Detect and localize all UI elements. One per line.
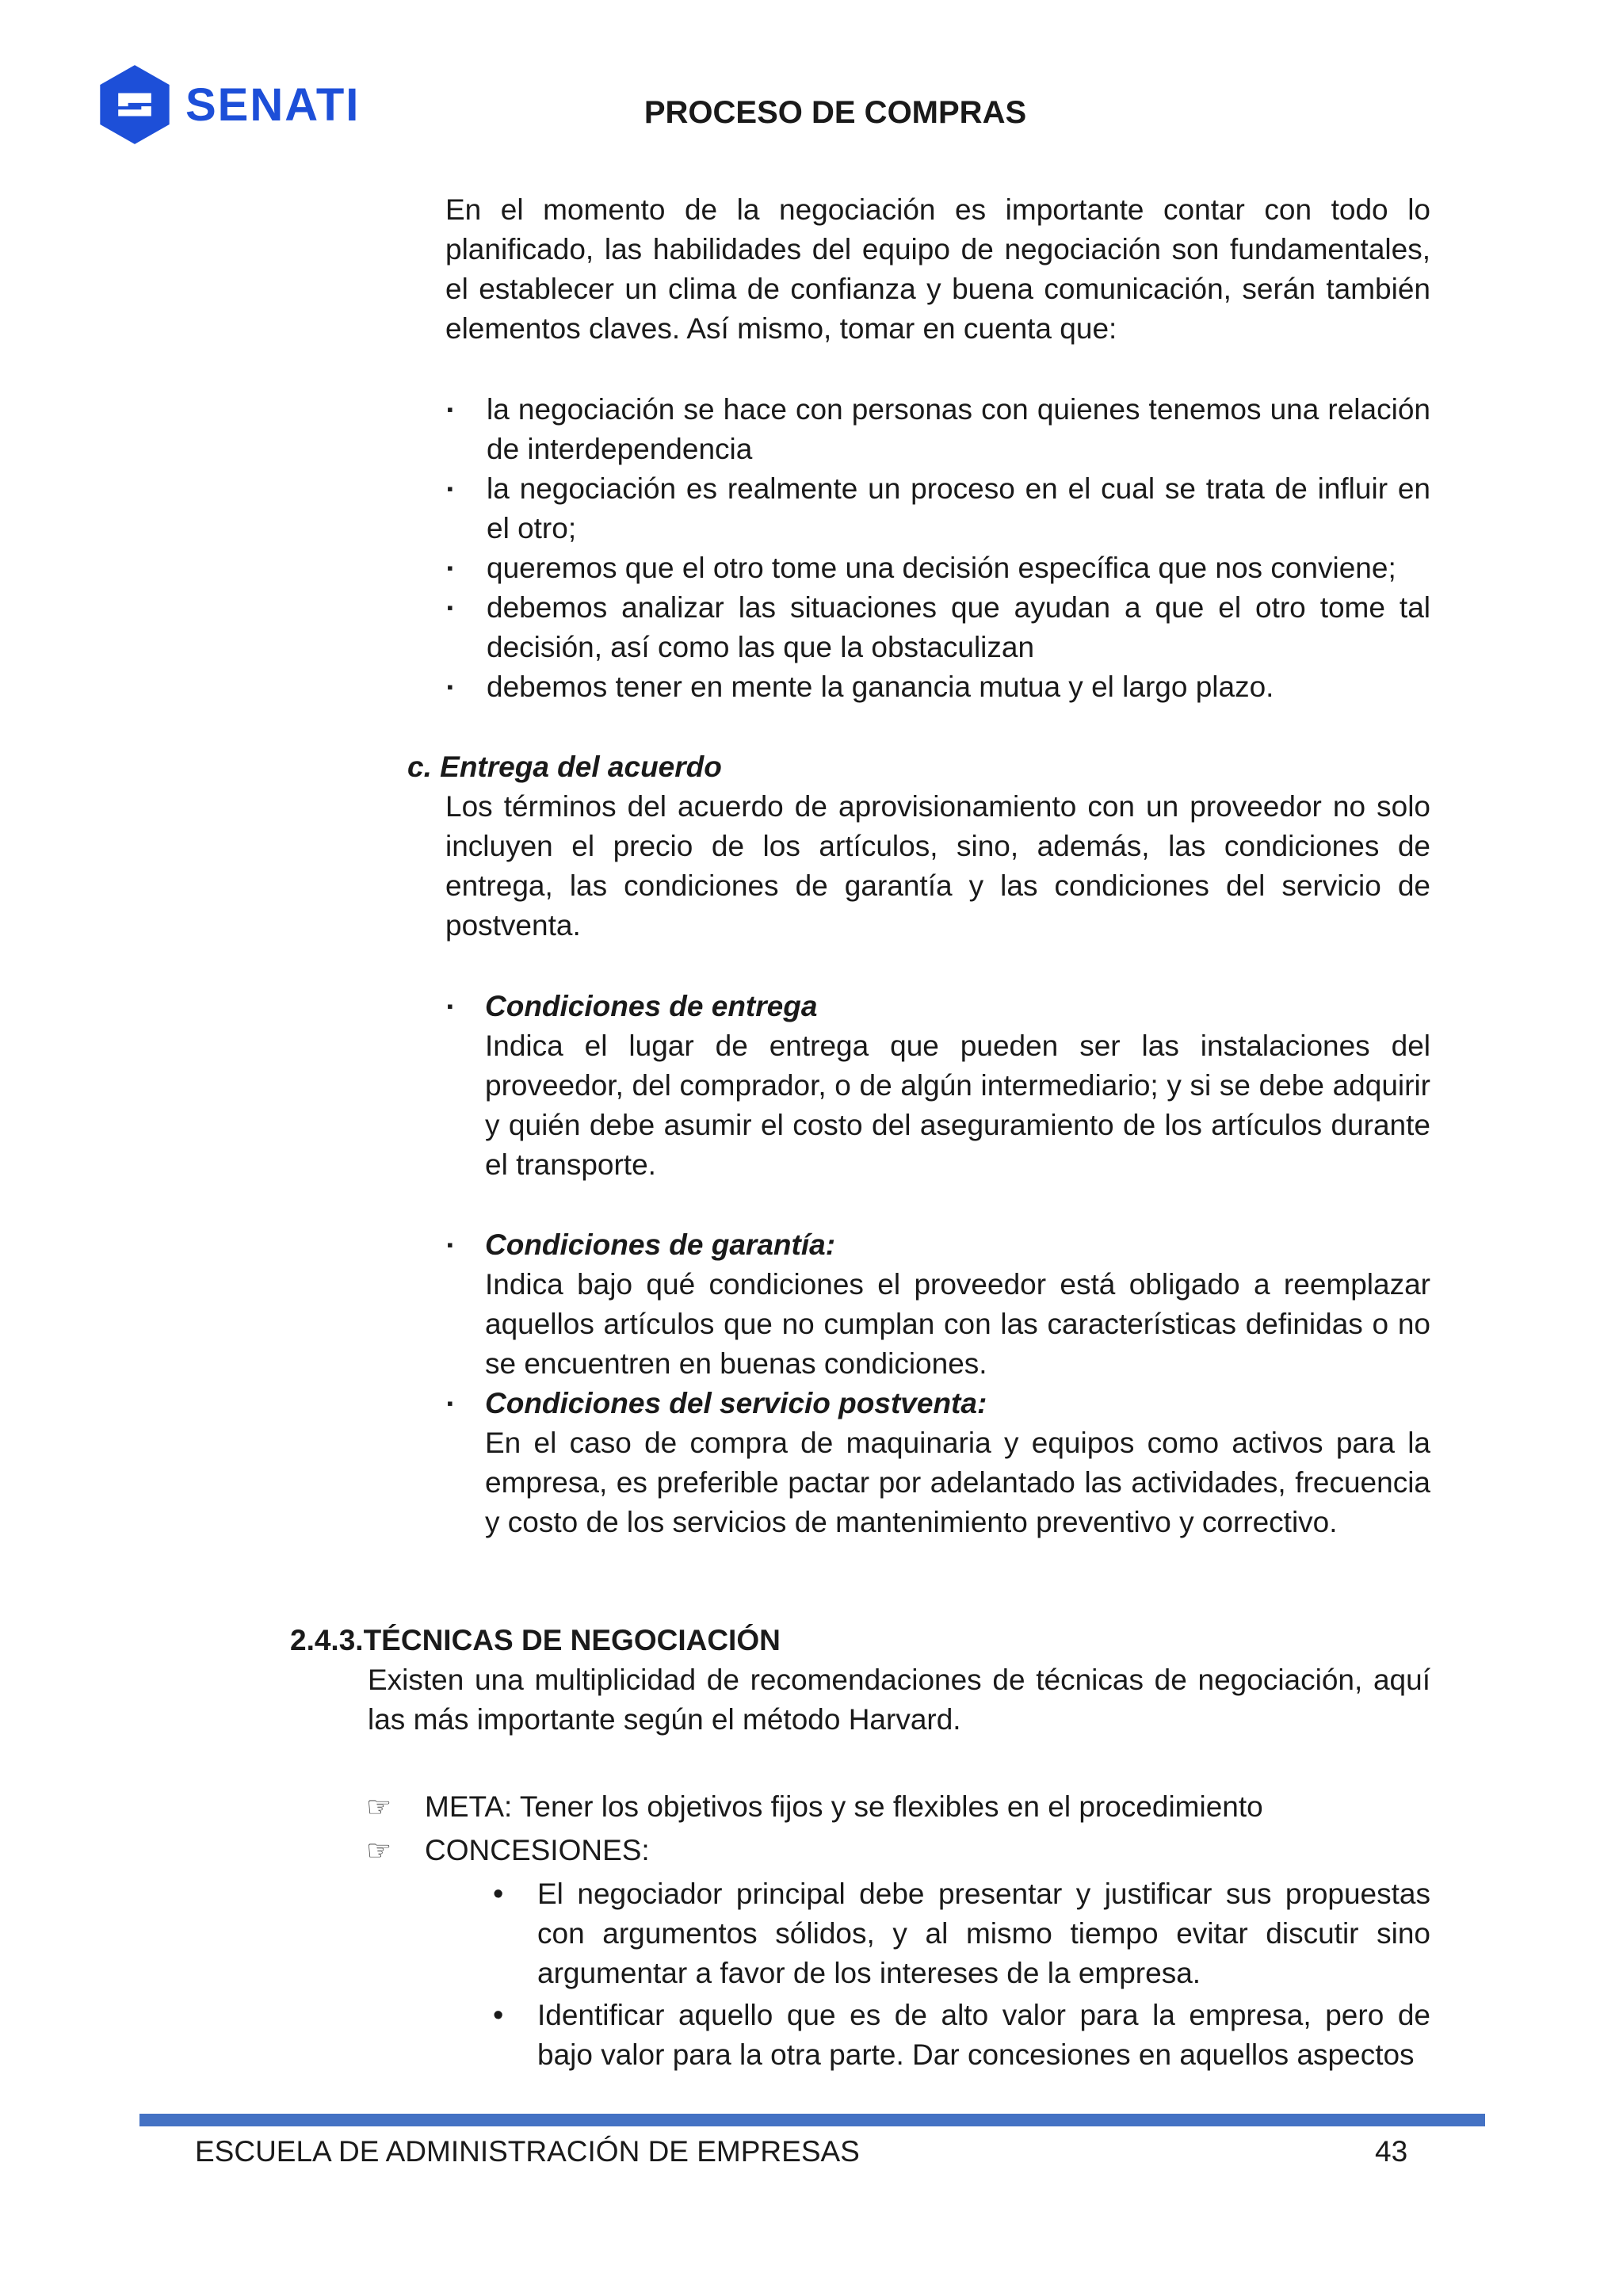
square-bullet-icon: ▪ [447,558,453,578]
intro-paragraph: En el momento de la negociación es importante contar con todo lo planificado, las habilidades del equipo de negociación son fundamentales, el establecer un clima de confianza y buena comunicación, serán también elementos claves. Así mismo, tomar en cuenta que: [445,193,1430,345]
section-heading: 2.4.3.TÉCNICAS DE NEGOCIACIÓN [290,1624,781,1656]
dot-bullet-icon: • [493,1999,504,2032]
page-title: PROCESO DE COMPRAS [643,95,1027,130]
logo-text: SENATI [185,78,361,131]
condition-text: Indica bajo qué condiciones el proveedor está obligado a reemplazar aquellos artículos que no cumplan con las características definidas o no se encuentren en buenas condiciones. [485,1268,1430,1380]
section-paragraph: Existen una multiplicidad de recomendaciones de técnicas de negociación, aquí las más importante según el método Harvard. [368,1664,1430,1736]
square-bullet-icon: ▪ [447,479,453,499]
condition-text: Indica el lugar de entrega que pueden ser las instalaciones del proveedor, del comprador, o de algún intermediario; y si se debe adquirir y quién debe asumir el costo del aseguramiento de los artículos durante el transporte. [485,1030,1430,1181]
section-c-heading: c. Entrega del acuerdo [407,751,722,783]
square-bullet-icon: ▪ [447,598,453,617]
square-bullet-icon: ▪ [447,996,453,1016]
dot-bullet-icon: • [493,1878,504,1911]
pointing-hand-icon: ☞ [366,1834,392,1866]
condition-text: En el caso de compra de maquinaria y equipos como activos para la empresa, es preferible pactar por adelantado las actividades, frecuencia y costo de los servicios de mantenimiento preventivo y correctivo. [485,1427,1430,1538]
square-bullet-icon: ▪ [447,1235,453,1255]
condition-title: Condiciones de entrega [485,990,818,1022]
pointing-hand-icon: ☞ [366,1790,392,1823]
square-bullet-icon: ▪ [447,677,453,697]
list-item: la negociación se hace con personas con quienes tenemos una relación de interdependencia [487,393,1430,465]
hand-list-item: META: Tener los objetivos fijos y se flexibles en el procedimiento [425,1790,1263,1823]
list-item: queremos que el otro tome una decisión específica que nos conviene; [487,552,1396,584]
list-item: El negociador principal debe presentar y justificar sus propuestas con argumentos sólidos, y al mismo tiempo evitar discutir sino argumentar a favor de los intereses de la empresa. [537,1878,1430,1989]
hand-list-item: CONCESIONES: [425,1834,650,1866]
square-bullet-icon: ▪ [447,1393,453,1413]
list-item: debemos analizar las situaciones que ayudan a que el otro tome tal decisión, así como las que la obstaculizan [487,591,1430,663]
footer-school: ESCUELA DE ADMINISTRACIÓN DE EMPRESAS [195,2135,860,2168]
footer-divider [139,2114,1485,2126]
condition-title: Condiciones del servicio postventa: [485,1387,987,1419]
section-c-paragraph: Los términos del acuerdo de aprovisionamiento con un proveedor no solo incluyen el precio de los artículos, sino, además, las condiciones de entrega, las condiciones de garantía y las condiciones del servicio de postventa. [445,790,1430,942]
square-bullet-icon: ▪ [447,399,453,419]
list-item: la negociación es realmente un proceso en el cual se trata de influir en el otro; [487,472,1430,544]
list-item: debemos tener en mente la ganancia mutua y el largo plazo. [487,670,1274,703]
list-item: Identificar aquello que es de alto valor para la empresa, pero de bajo valor para la otra parte. Dar concesiones en aquellos aspectos [537,1999,1430,2071]
condition-title: Condiciones de garantía: [485,1228,836,1261]
page-number: 43 [1375,2135,1408,2168]
